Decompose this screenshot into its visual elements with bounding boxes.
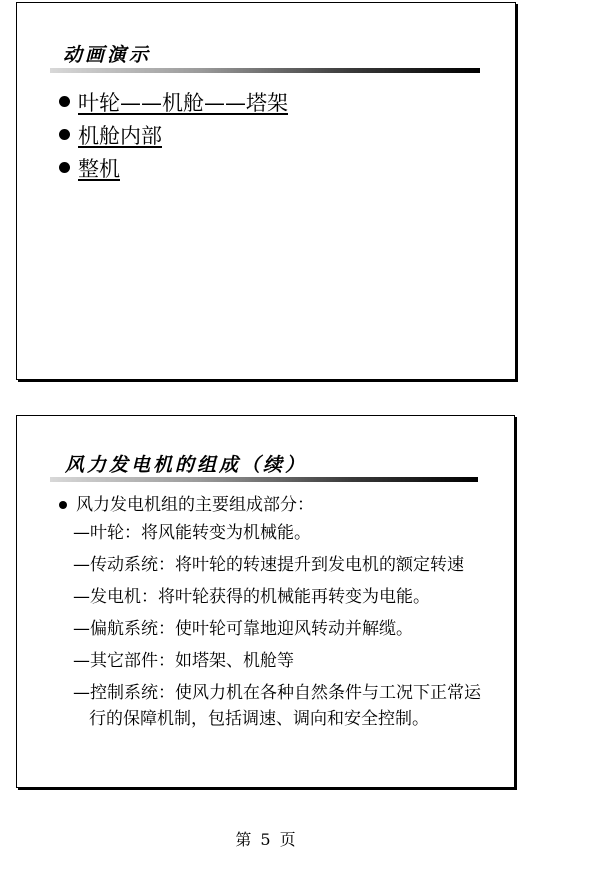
link-nacelle-interior[interactable]: 机舱内部: [78, 123, 162, 148]
list-item: [59, 118, 288, 151]
component-drivetrain: —传动系统：将叶轮的转速提升到发电机的额定转速: [73, 555, 464, 575]
bullet-icon: [59, 129, 70, 140]
link-rotor-nacelle-tower[interactable]: 叶轮——机舱——塔架: [78, 90, 288, 115]
title-divider: [50, 68, 480, 73]
list-item: [59, 151, 288, 184]
component-other: —其它部件：如塔架、机舱等: [73, 651, 294, 671]
slide-title: 风力发电机的组成（续）: [65, 454, 308, 476]
title-divider: [50, 477, 478, 482]
page-number: 第 5 页: [235, 830, 296, 849]
lead-text: 风力发电机组的主要组成部分：: [76, 495, 314, 515]
component-generator: —发电机：将叶轮获得的机械能再转变为电能。: [73, 587, 430, 607]
slide-title: 动画演示: [63, 44, 152, 66]
bullet-icon: [59, 162, 70, 173]
animation-link-list: [59, 85, 288, 184]
slide-animation-demo: [16, 2, 516, 380]
bullet-icon: [59, 501, 67, 509]
component-rotor: —叶轮：将风能转变为机械能。: [73, 523, 311, 543]
list-item: [59, 85, 288, 118]
component-yaw-system: —偏航系统：使叶轮可靠地迎风转动并解缆。: [73, 619, 413, 639]
link-whole-machine[interactable]: 整机: [78, 156, 120, 181]
component-control-system: —控制系统：使风力机在各种自然条件与工况下正常运行的保障机制，包括调速、调向和安全控制。: [73, 683, 481, 729]
bullet-icon: [59, 96, 70, 107]
slide-turbine-components: [16, 415, 515, 788]
slide-body: [57, 492, 497, 738]
lead-bullet: [59, 492, 497, 518]
